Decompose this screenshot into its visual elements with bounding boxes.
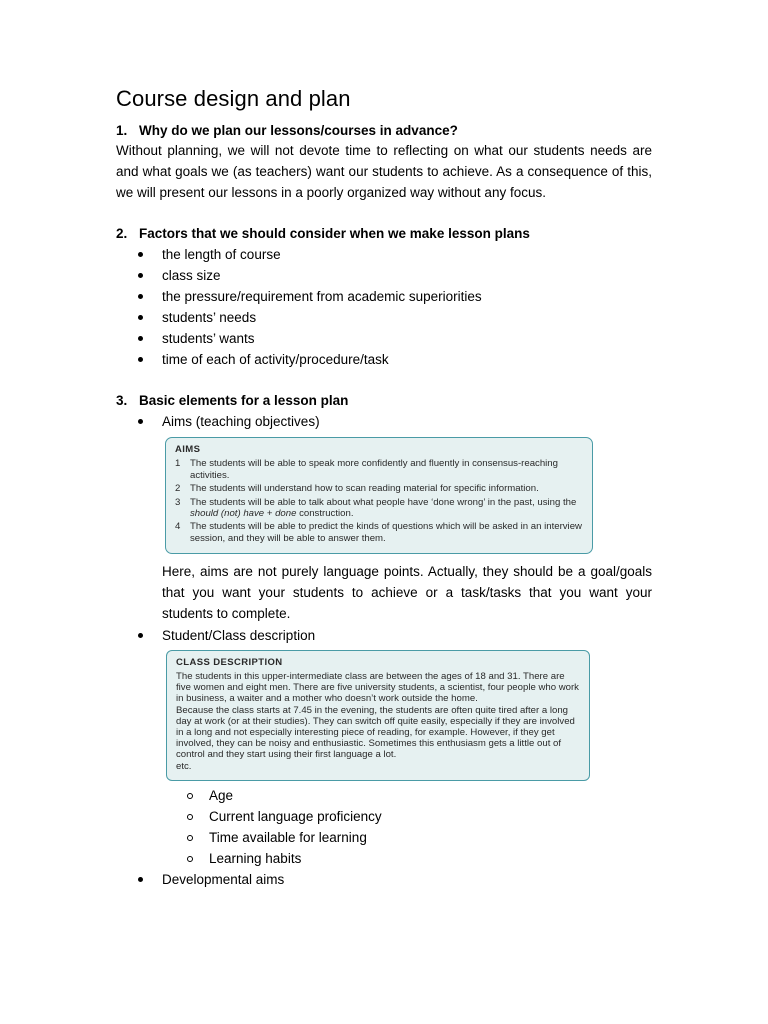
bullet-icon bbox=[138, 633, 143, 638]
class-box-paragraph: The students in this upper-intermediate class are between the ages of 18 and 31. There are five women and eight men. There are five university students, a scientist, four people who work in business, a waiter and a mother who doesn’t work outside the home. bbox=[176, 670, 579, 704]
bullet-icon bbox=[138, 877, 143, 882]
circle-bullet-icon bbox=[187, 856, 193, 862]
list-item: Learning habits bbox=[116, 848, 652, 869]
section-3-heading bbox=[116, 390, 652, 411]
aim-item: 2 The students will understand how to scan reading material for specific information. bbox=[175, 483, 539, 495]
list-item: time of each of activity/procedure/task bbox=[116, 349, 652, 370]
class-description-box bbox=[166, 650, 590, 782]
class-subitems-list bbox=[116, 785, 652, 869]
aims-bullet: Aims (teaching objectives) bbox=[116, 411, 652, 432]
section-1-heading bbox=[116, 120, 652, 141]
aims-box-title: AIMS bbox=[175, 444, 201, 456]
class-box-paragraph: etc. bbox=[176, 761, 192, 773]
class-description-bullet: Student/Class description bbox=[116, 625, 652, 646]
aim-item: 1 The students will be able to speak more confidently and fluently in consensus-reaching activities. bbox=[175, 458, 558, 481]
developmental-aims-bullet: Developmental aims bbox=[116, 869, 652, 890]
section-3-title: Basic elements for a lesson plan bbox=[139, 393, 349, 409]
bullet-icon bbox=[138, 294, 143, 299]
bullet-icon bbox=[138, 336, 143, 341]
bullet-icon bbox=[138, 419, 143, 424]
list-item: the pressure/requirement from academic superiorities bbox=[116, 286, 652, 307]
list-item: students’ needs bbox=[116, 307, 652, 328]
section-1-body: Without planning, we will not devote time to reflecting on what our students needs are and what goals we (as teachers) want our students to achieve. As a consequence of this, we will present our lessons in a poorly organized way without any focus. bbox=[116, 143, 652, 200]
aims-box bbox=[165, 437, 593, 554]
list-item: Current language proficiency bbox=[116, 806, 652, 827]
section-2-heading bbox=[116, 223, 652, 244]
section-2-number: 2. bbox=[116, 226, 128, 242]
class-box-title: CLASS DESCRIPTION bbox=[176, 656, 283, 668]
circle-bullet-icon bbox=[187, 835, 193, 841]
circle-bullet-icon bbox=[187, 793, 193, 799]
list-item: Time available for learning bbox=[116, 827, 652, 848]
list-item: the length of course bbox=[116, 244, 652, 265]
section-1-title: Why do we plan our lessons/courses in advance? bbox=[139, 123, 458, 138]
bullet-icon bbox=[138, 315, 143, 320]
bullet-icon bbox=[138, 357, 143, 362]
aims-note: Here, aims are not purely language points. Actually, they should be a goal/goals that you want your students to achieve or a task/tasks that you want your students to complete. bbox=[162, 564, 652, 621]
bullet-icon bbox=[138, 252, 143, 257]
aim-item: 4 The students will be able to predict the kinds of questions which will be asked in an interview session, and they will be able to answer them. bbox=[175, 521, 582, 544]
aim-item: 3 The students will be able to talk about what people have ‘done wrong’ in the past, using the should (not) have + done construction. bbox=[175, 496, 577, 520]
list-item: students’ wants bbox=[116, 328, 652, 349]
list-item: class size bbox=[116, 265, 652, 286]
circle-bullet-icon bbox=[187, 814, 193, 820]
factors-list bbox=[116, 244, 652, 370]
section-2-title: Factors that we should consider when we make lesson plans bbox=[139, 226, 530, 242]
section-3-number: 3. bbox=[116, 393, 128, 409]
page-title: Course design and plan bbox=[116, 86, 351, 111]
document-page bbox=[116, 86, 652, 890]
class-box-paragraph: Because the class starts at 7.45 in the evening, the students are often quite tired after a long day at work (or at their studies). They can switch off quite easily, especially if they are involved in a long and not especially interesting piece of reading, for example. However, if they get involved, they can be noisy and enthusiastic. Sometimes this enthusiasm gets a little out of control and they start using their first language a lot. bbox=[176, 704, 575, 761]
list-item: Age bbox=[116, 785, 652, 806]
bullet-icon bbox=[138, 273, 143, 278]
section-1-number: 1. bbox=[116, 123, 128, 138]
